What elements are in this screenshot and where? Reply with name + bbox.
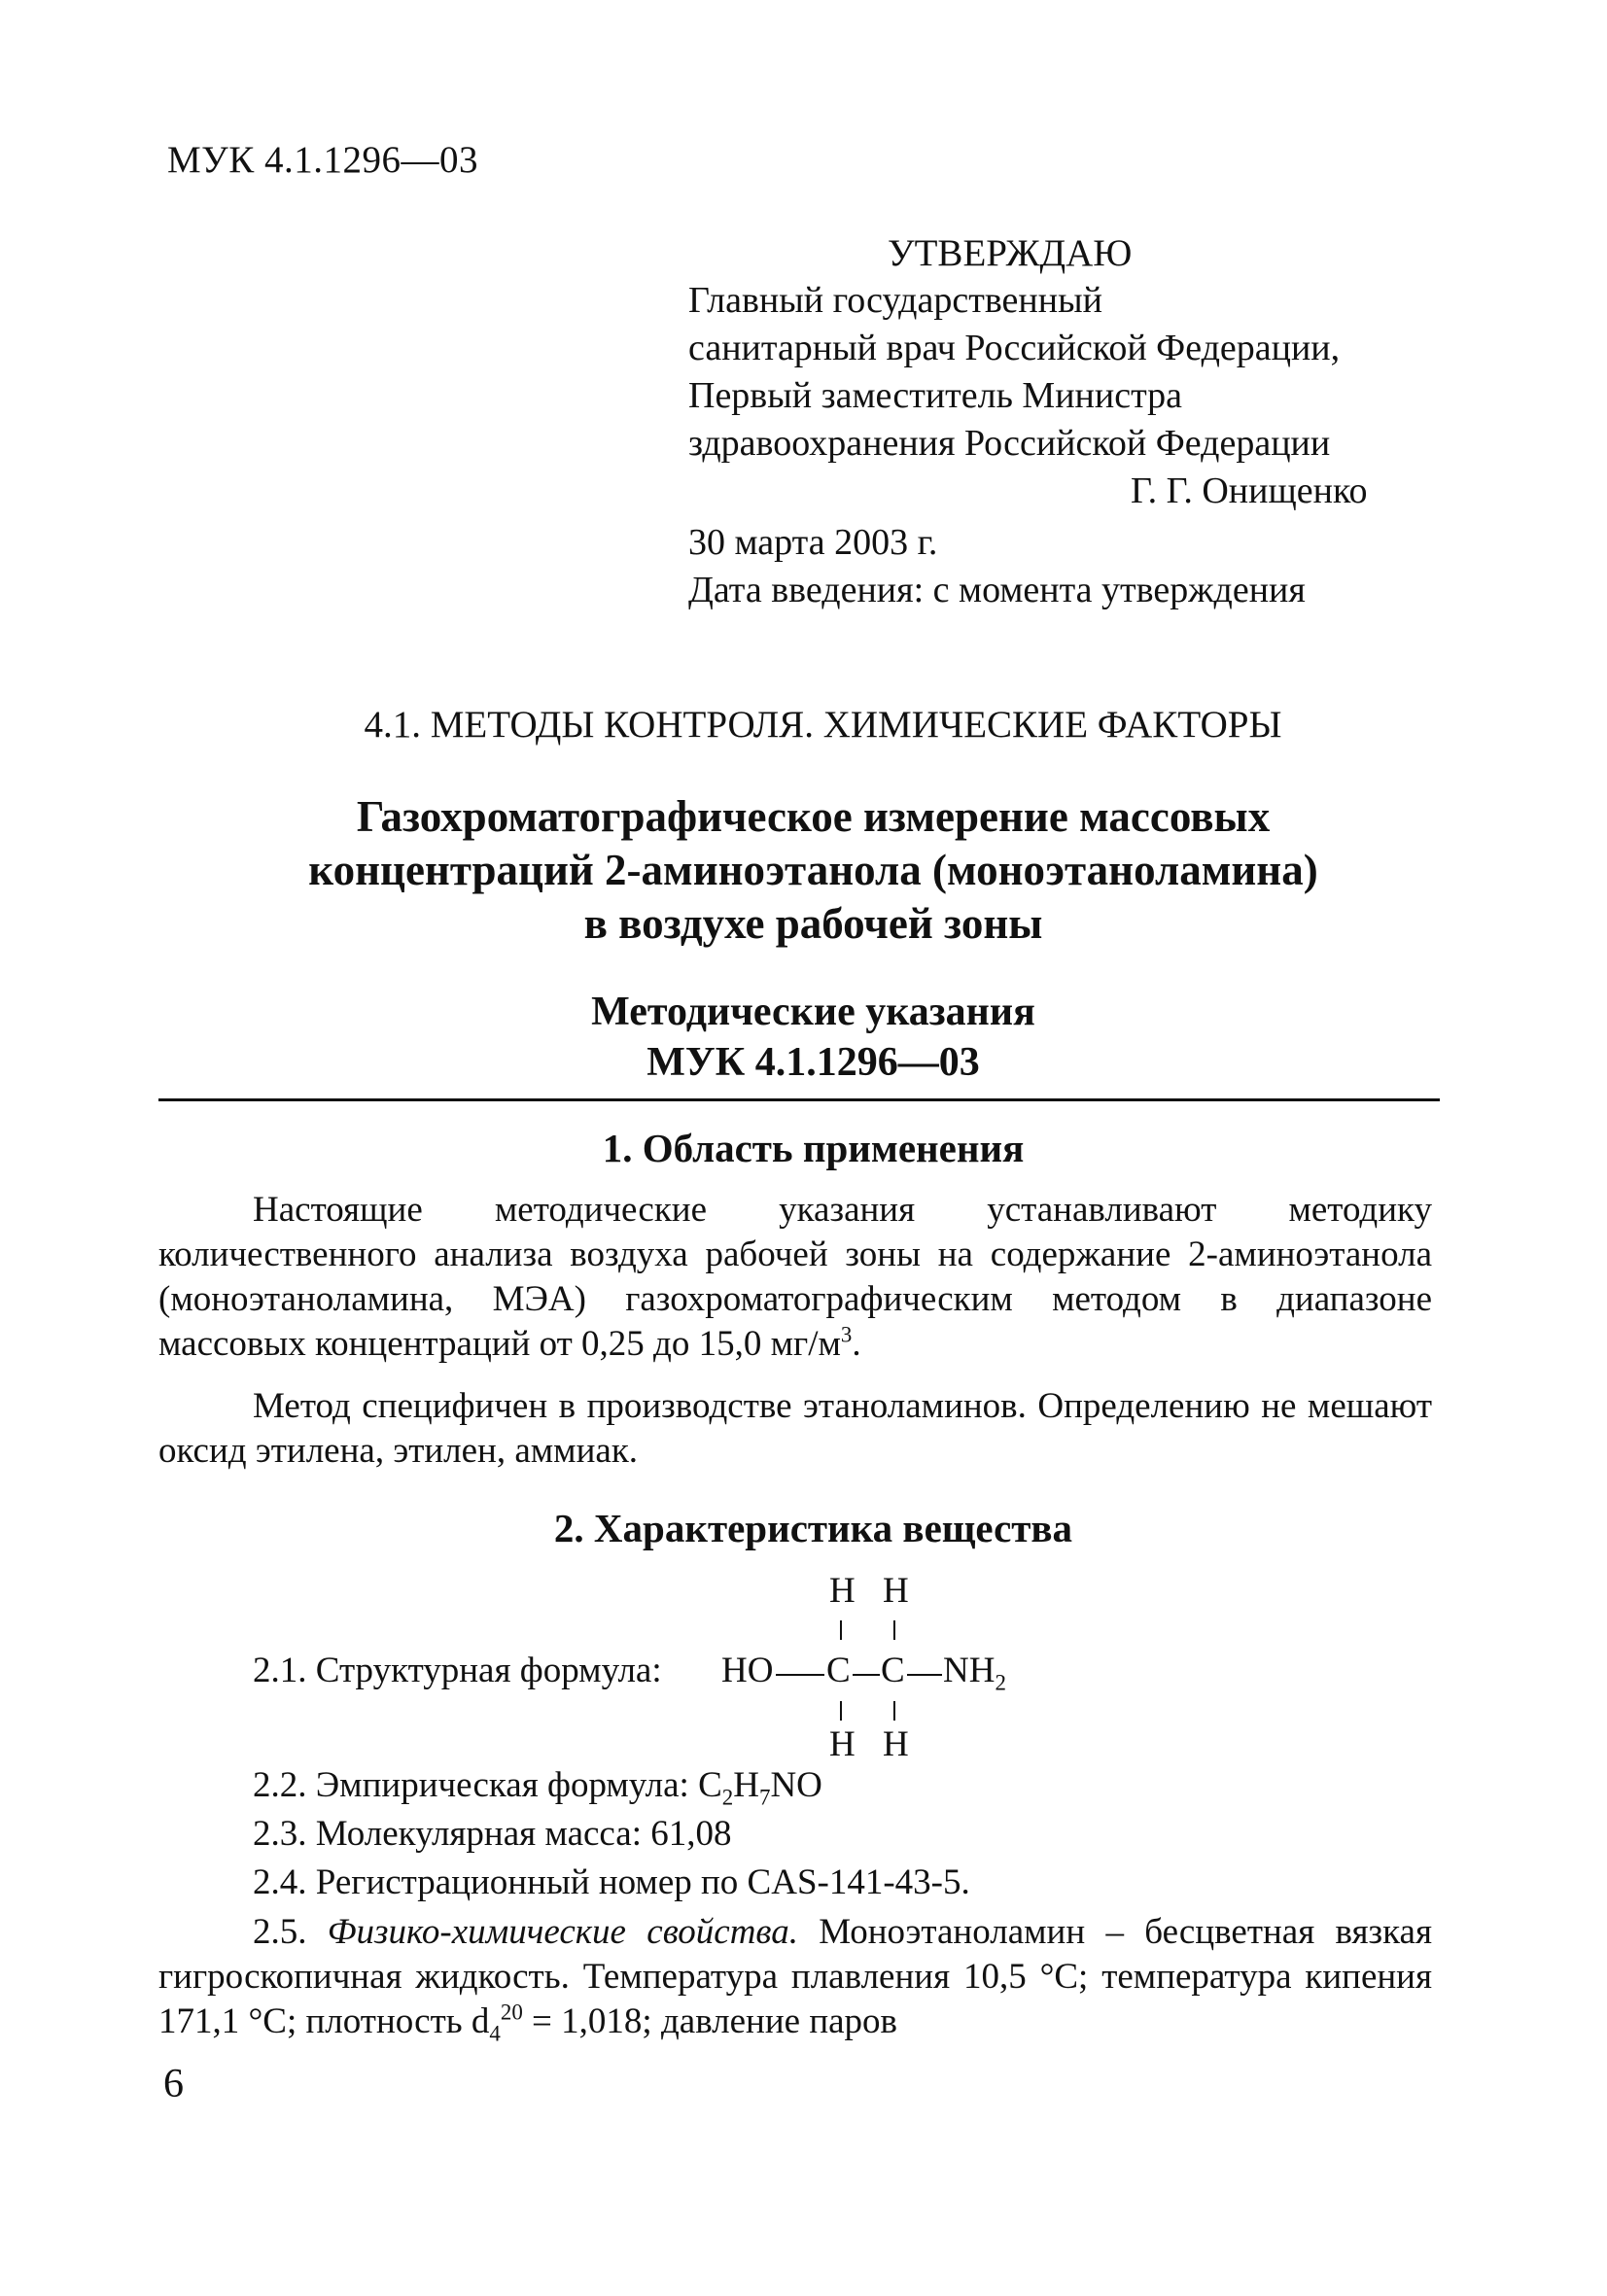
formula-atom-nh2 [943, 1650, 1006, 1695]
formula-rest: NO [770, 1765, 822, 1805]
formula-bond [840, 1620, 842, 1640]
formula-bond [776, 1674, 824, 1676]
formula-bond [840, 1701, 842, 1721]
superscript: 20 [500, 2000, 523, 2025]
section-title: 4.1. МЕТОДЫ КОНТРОЛЯ. ХИМИЧЕСКИЕ ФАКТОРЫ [364, 704, 1282, 746]
subscript: 4 [489, 2021, 501, 2046]
document-type: Методические указания [591, 990, 1035, 1034]
approval-position-line: Первый заместитель Министра [688, 375, 1183, 416]
document-code-header: МУК 4.1.1296—03 [167, 139, 479, 181]
formula-atom-h: H [883, 1724, 909, 1764]
formula-atom-h: H [829, 1571, 856, 1611]
section-2-heading: 2. Характеристика вещества [553, 1506, 1073, 1550]
item-label: 2.2. Эмпирическая формула: [253, 1765, 699, 1805]
section-1-heading: 1. Область применения [602, 1126, 1025, 1170]
empirical-formula-item [253, 1764, 822, 1810]
section-1-paragraph-2: Метод специфичен в производстве этаноламинов. Определению не мешают оксид этилена, этилен, аммиак. [158, 1386, 1432, 1471]
document-title-line: Газохроматографическое измерение массовых [356, 792, 1271, 841]
formula-bond [893, 1701, 895, 1721]
document-number: МУК 4.1.1296—03 [646, 1040, 980, 1085]
document-title-line: в воздухе рабочей зоны [583, 899, 1043, 948]
paragraph-text: = 1,018; давление паров [522, 2001, 898, 2041]
paragraph-text: Моноэтаноламин – бесцветная вязкая гигроскопичная жидкость. Температура плавления 10,5 °С; температура кипения 171,1 °С; плотность d [158, 1912, 1432, 2041]
document-title [0, 790, 1607, 951]
formula-bond [853, 1674, 880, 1676]
molecular-mass-item: 2.3. Молекулярная масса: 61,08 [253, 1814, 732, 1854]
paragraph-text: Настоящие методические указания устанавливают методику количественного анализа воздуха рабочей зоны на содержание 2-аминоэтанола (моноэтаноламина, МЭА) газохроматографическим методом в диапазоне массовых концентраций от 0,25 до 15,0 мг/м [158, 1190, 1432, 1364]
physical-properties-paragraph [158, 1910, 1432, 2044]
superscript: 3 [840, 1322, 853, 1347]
paragraph-text: . [852, 1324, 861, 1364]
formula-c: C [698, 1765, 722, 1805]
formula-atom-nh: NH [943, 1651, 996, 1690]
effective-date: Дата введения: с момента утверждения [688, 570, 1306, 610]
formula-h: H [733, 1765, 759, 1805]
formula-atom-c: C [881, 1651, 905, 1690]
formula-bond [893, 1620, 895, 1640]
page-number: 6 [163, 2062, 184, 2106]
document-title-line: концентраций 2-аминоэтанола (моноэтаноламина) [308, 846, 1318, 894]
horizontal-rule [158, 1098, 1440, 1101]
item-title: Физико-химические свойства. [327, 1912, 798, 1952]
formula-bond [907, 1674, 942, 1676]
formula-atom-h: H [883, 1571, 909, 1611]
formula-atom-c: C [826, 1651, 851, 1690]
subscript: 7 [758, 1785, 771, 1810]
approval-heading: УТВЕРЖДАЮ [888, 232, 1133, 274]
approval-date: 30 марта 2003 г. [688, 522, 938, 563]
approval-block [688, 229, 1427, 614]
approval-position-line: Главный государственный [688, 280, 1102, 321]
cas-number-item: 2.4. Регистрационный номер по CAS-141-43-5. [253, 1862, 970, 1902]
approval-position-line: здравоохранения Российской Федерации [688, 423, 1331, 464]
subscript: 2 [995, 1670, 1006, 1695]
approval-position-line: санитарный врач Российской Федерации, [688, 328, 1341, 368]
section-1-paragraph-1 [158, 1188, 1432, 1367]
approval-signatory: Г. Г. Онищенко [1131, 470, 1368, 511]
structural-formula [253, 1570, 1128, 1764]
subscript: 2 [721, 1785, 734, 1810]
formula-atom-ho: HO [721, 1651, 774, 1690]
document-subtitle [0, 987, 1607, 1088]
item-number: 2.5. [253, 1912, 328, 1952]
formula-atom-h: H [829, 1724, 856, 1764]
formula-label: 2.1. Структурная формула: [253, 1651, 662, 1690]
